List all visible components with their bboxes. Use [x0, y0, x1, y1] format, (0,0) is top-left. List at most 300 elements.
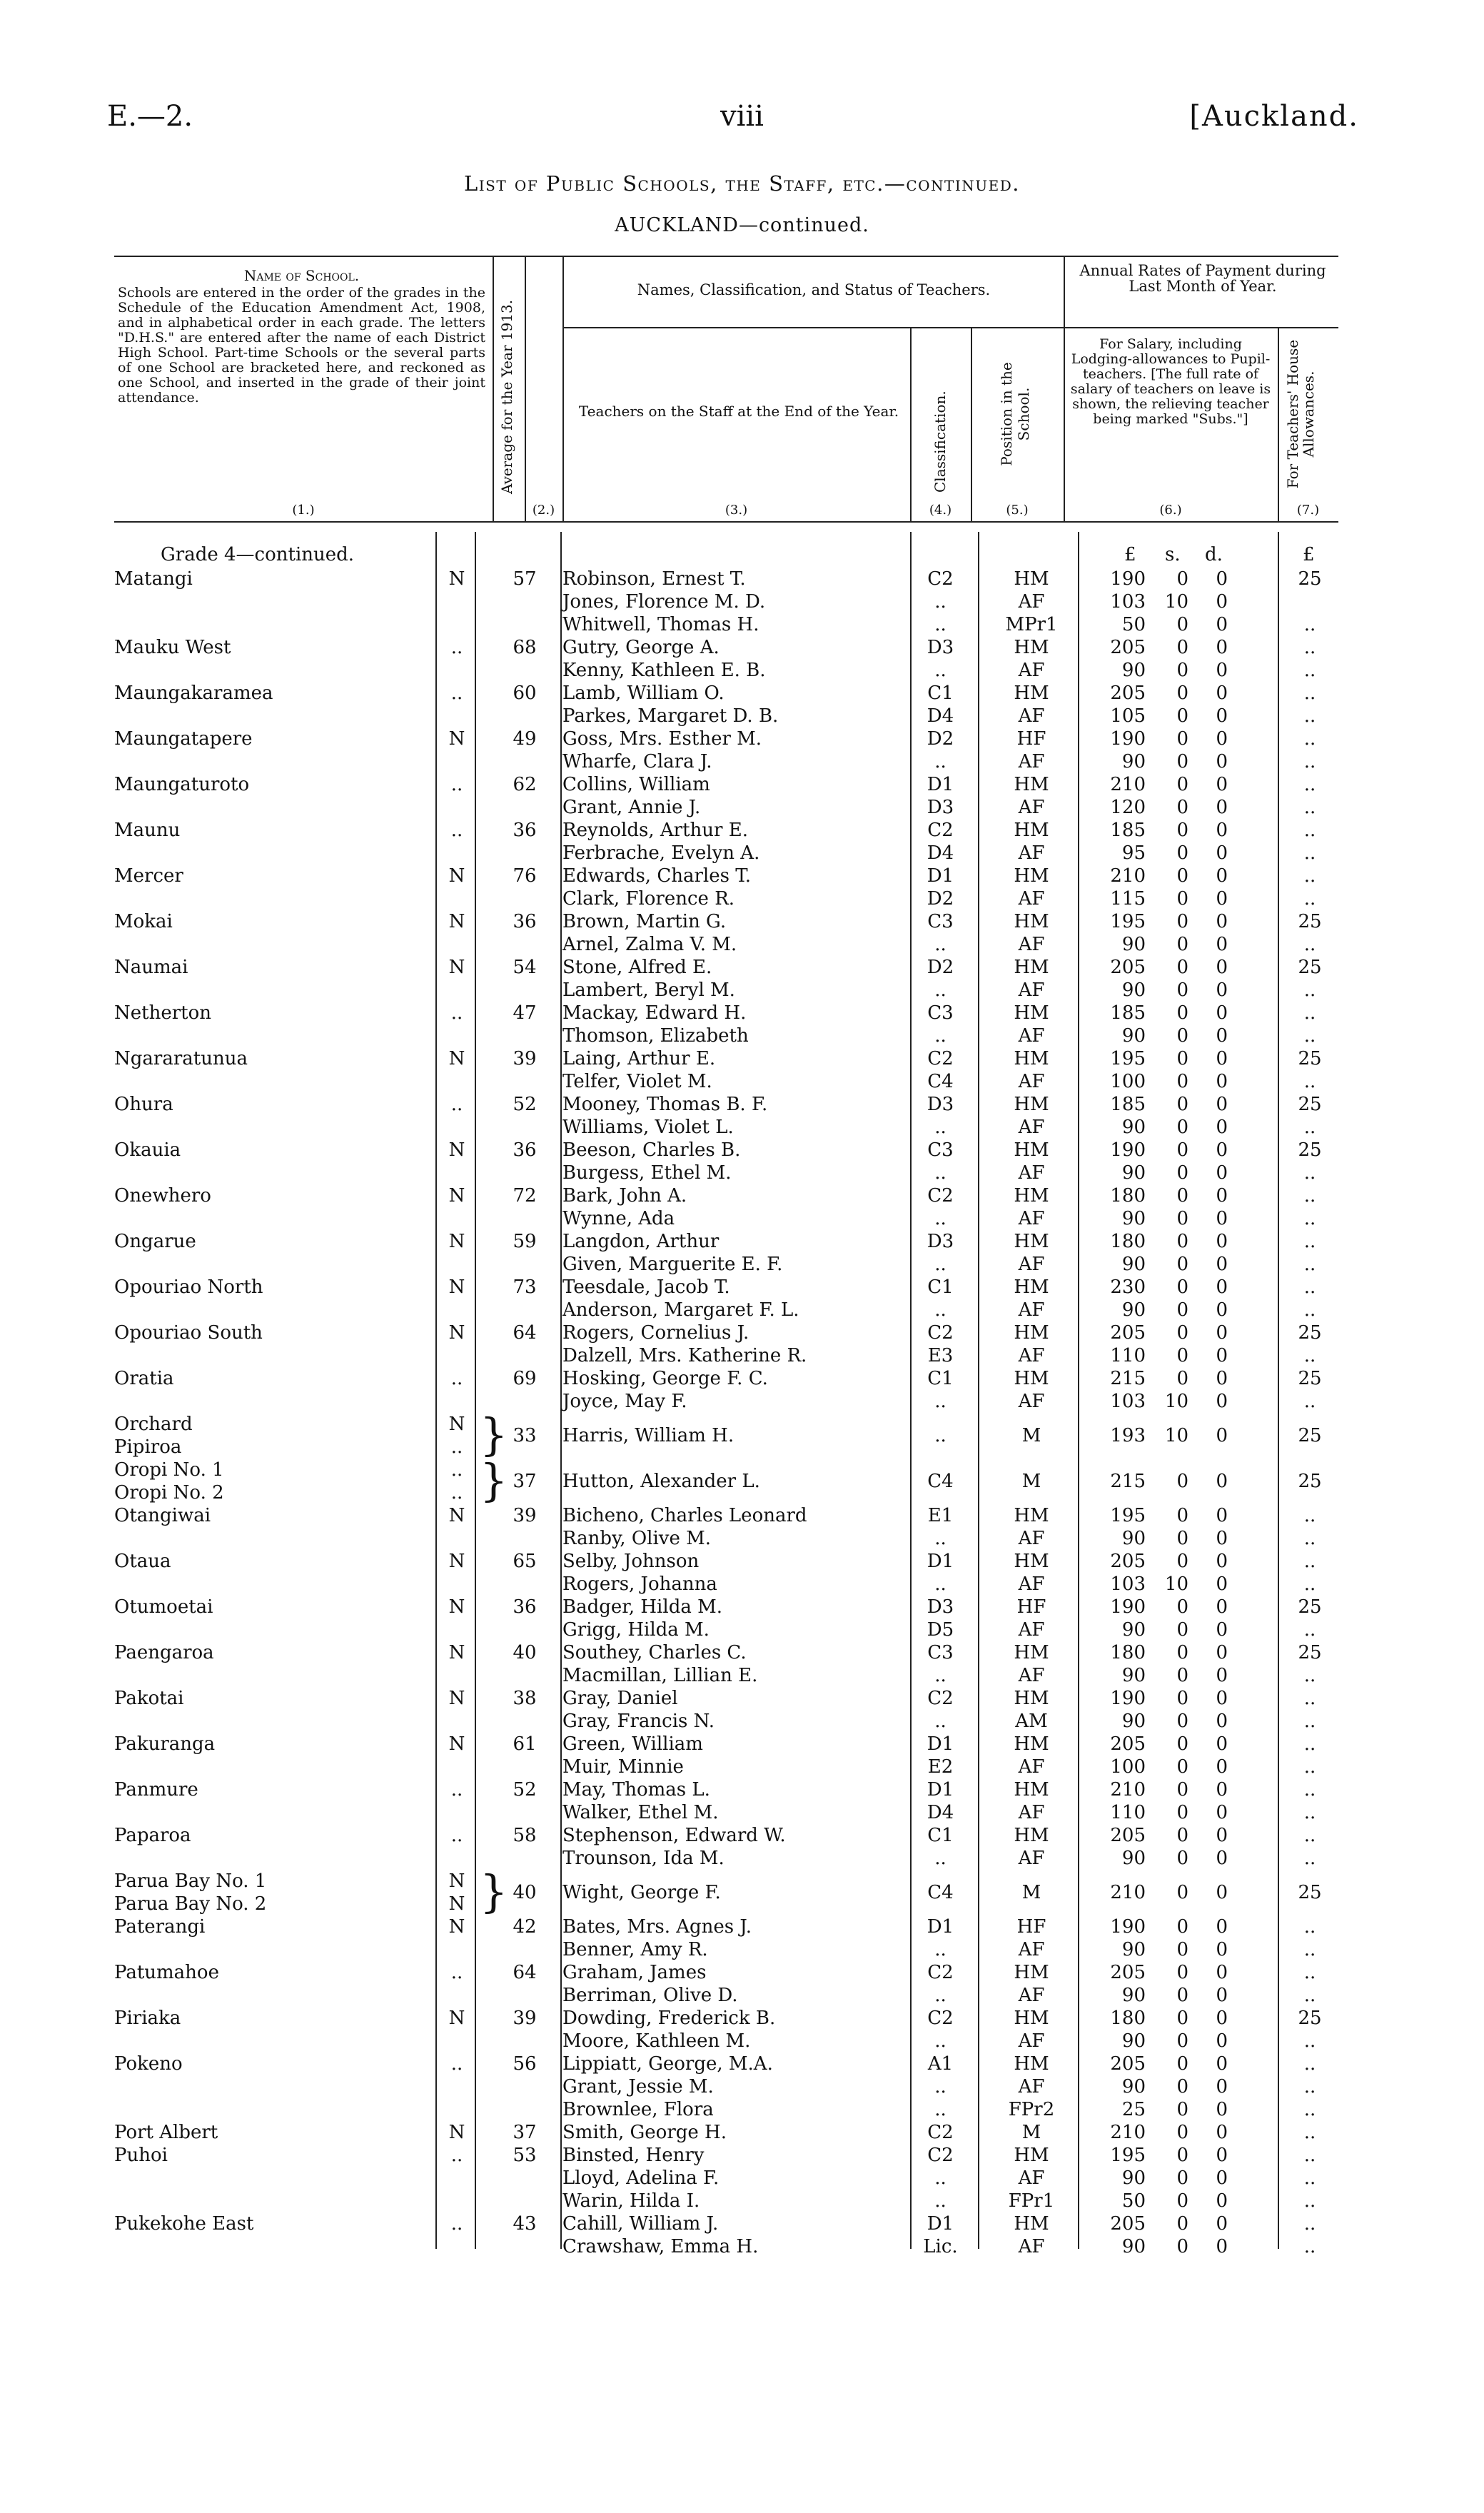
salary-pence: 0	[1216, 2008, 1228, 2029]
school-name: Panmure	[114, 1779, 198, 1801]
table-row	[0, 1915, 1484, 1938]
table-row	[0, 1527, 1484, 1550]
teacher-name: Edwards, Charles T.	[562, 865, 751, 887]
teacher-name: Cahill, William J.	[562, 2213, 719, 2235]
table-row	[0, 2167, 1484, 2190]
teacher-classification: C4	[927, 1471, 954, 1492]
table-row	[0, 1390, 1484, 1413]
teacher-classification: C2	[927, 2145, 954, 2166]
salary-pounds: 210	[1110, 1779, 1146, 1801]
salary-shillings: 0	[1176, 1048, 1188, 1069]
table-row	[0, 773, 1484, 796]
salary-pounds: 190	[1110, 568, 1146, 590]
table-row	[0, 727, 1484, 750]
teacher-classification: D3	[927, 1094, 954, 1115]
table-row	[0, 2007, 1484, 2030]
school-mark: ..	[450, 1779, 463, 1801]
school-mark: ..	[450, 1368, 463, 1389]
average-attendance: 52	[513, 1094, 537, 1115]
salary-pounds: 180	[1110, 1185, 1146, 1207]
school-mark: N	[448, 1185, 465, 1207]
teacher-name: Warin, Hilda I.	[562, 2190, 700, 2212]
salary-pounds: 205	[1110, 1551, 1146, 1572]
rates-column-heading: Annual Rates of Payment during Last Month of Year.	[1079, 262, 1326, 295]
salary-pounds: 90	[1121, 1162, 1146, 1184]
salary-pence: 0	[1216, 614, 1228, 635]
teacher-position: AF	[1018, 1025, 1045, 1047]
teacher-position: HM	[1014, 683, 1049, 704]
teacher-position: HM	[1014, 568, 1049, 590]
salary-pounds: 190	[1110, 1596, 1146, 1618]
bracketed-row	[0, 1881, 1484, 1904]
house-allowance: 25	[1298, 568, 1322, 590]
page-title: List of Public Schools, the Staff, etc.—continued.	[464, 171, 1020, 196]
salary-pounds: 190	[1110, 728, 1146, 750]
teacher-classification: C4	[927, 1071, 954, 1092]
teacher-name: Ferbrache, Evelyn A.	[562, 842, 760, 864]
classification-column-heading: Classification.	[932, 391, 949, 493]
school-mark: N	[448, 865, 465, 887]
school-mark: N	[448, 1414, 465, 1435]
salary-pounds: 193	[1110, 1425, 1146, 1446]
table-row	[0, 613, 1484, 636]
teacher-position: AF	[1018, 1802, 1045, 1823]
salary-pence: 0	[1216, 911, 1228, 932]
salary-pounds: 90	[1121, 2076, 1146, 2097]
house-allowance: ..	[1303, 1848, 1316, 1869]
teacher-position: AF	[1018, 1619, 1045, 1641]
average-attendance: 37	[513, 1471, 537, 1492]
house-allowance: ..	[1303, 1779, 1316, 1801]
bracket-brace: }	[480, 1454, 508, 1506]
teacher-position: AF	[1018, 842, 1045, 864]
house-allowance: ..	[1303, 1505, 1316, 1526]
table-row	[0, 2030, 1484, 2053]
teacher-position: HM	[1014, 1231, 1049, 1252]
salary-pence: 0	[1216, 2145, 1228, 2166]
average-attendance: 61	[513, 1733, 537, 1755]
school-mark: N	[448, 1733, 465, 1755]
table-row	[0, 1641, 1484, 1664]
salary-pence: 0	[1216, 683, 1228, 704]
teacher-position: AF	[1018, 751, 1045, 772]
teacher-name: Collins, William	[562, 774, 710, 795]
salary-pounds: 195	[1110, 2145, 1146, 2166]
teacher-position: M	[1021, 1882, 1041, 1903]
salary-shillings: 0	[1176, 979, 1188, 1001]
teacher-classification: ..	[934, 1391, 947, 1412]
teacher-classification: D1	[927, 865, 954, 887]
salary-shillings: 0	[1176, 1276, 1188, 1298]
average-attendance: 43	[513, 2213, 537, 2235]
salary-pounds: 185	[1110, 1002, 1146, 1024]
teacher-name: Given, Marguerite E. F.	[562, 1254, 783, 1275]
salary-shillings: 0	[1176, 1471, 1188, 1492]
teacher-position: HM	[1014, 1688, 1049, 1709]
salary-pounds: 105	[1110, 705, 1146, 727]
house-allowance: ..	[1303, 1825, 1316, 1846]
teacher-position: HM	[1014, 1962, 1049, 1983]
salary-pounds: 90	[1121, 1665, 1146, 1686]
salary-pence: 0	[1216, 1985, 1228, 2006]
salary-pounds: 190	[1110, 1688, 1146, 1709]
teacher-position: AF	[1018, 2076, 1045, 2097]
school-mark: N	[448, 728, 465, 750]
salary-pence: 0	[1216, 1939, 1228, 1960]
school-mark: ..	[450, 2145, 463, 2166]
salary-pence: 0	[1216, 1139, 1228, 1161]
salary-pence: 0	[1216, 1551, 1228, 1572]
salary-shillings: 0	[1176, 842, 1188, 864]
teacher-classification: C1	[927, 1276, 954, 1298]
salary-shillings: 10	[1164, 1391, 1188, 1412]
house-allowance: ..	[1303, 979, 1316, 1001]
salary-pounds: 185	[1110, 820, 1146, 841]
table-row	[0, 2235, 1484, 2258]
school-name: Mercer	[114, 865, 183, 887]
salary-pounds: 103	[1110, 1391, 1146, 1412]
salary-pounds: 230	[1110, 1276, 1146, 1298]
teacher-classification: A1	[927, 2053, 954, 2075]
teacher-name: Laing, Arthur E.	[562, 1048, 716, 1069]
table-row	[0, 2190, 1484, 2212]
teacher-position: HM	[1014, 2145, 1049, 2166]
salary-shillings: 0	[1176, 568, 1188, 590]
teacher-name: Kenny, Kathleen E. B.	[562, 660, 766, 681]
salary-shillings: 0	[1176, 1254, 1188, 1275]
salary-pence: 0	[1216, 1505, 1228, 1526]
salary-shillings: 0	[1176, 1551, 1188, 1572]
teacher-classification: ..	[934, 1573, 947, 1595]
house-allowance: ..	[1303, 2213, 1316, 2235]
table-row	[0, 865, 1484, 887]
house-allowance: ..	[1303, 1231, 1316, 1252]
average-attendance: 40	[513, 1642, 537, 1663]
teacher-name: Thomson, Elizabeth	[562, 1025, 749, 1047]
average-attendance: 39	[513, 1505, 537, 1526]
teacher-name: Southey, Charles C.	[562, 1642, 747, 1663]
teacher-classification: D3	[927, 1231, 954, 1252]
salary-pounds: 205	[1110, 1733, 1146, 1755]
house-allowance: ..	[1303, 1916, 1316, 1938]
teacher-name: Harris, William H.	[562, 1425, 735, 1446]
average-attendance: 36	[513, 1139, 537, 1161]
school-name: Maungatapere	[114, 728, 253, 750]
teacher-position: AF	[1018, 1573, 1045, 1595]
salary-pence: 0	[1216, 2167, 1228, 2189]
house-allowance: 25	[1298, 911, 1322, 932]
average-attendance: 42	[513, 1916, 537, 1938]
teacher-position: AF	[1018, 1939, 1045, 1960]
teacher-classification: D1	[927, 1779, 954, 1801]
unit-allowance-pounds: £	[1303, 544, 1315, 565]
school-name: Oropi No. 2	[114, 1482, 224, 1504]
table-row	[0, 1618, 1484, 1641]
teacher-position: AF	[1018, 1345, 1045, 1366]
average-attendance: 68	[513, 637, 537, 658]
column-number: (5.)	[1006, 503, 1029, 518]
average-attendance: 58	[513, 1825, 537, 1846]
school-name: Otangiwai	[114, 1505, 211, 1526]
salary-pence: 0	[1216, 1962, 1228, 1983]
salary-pounds: 205	[1110, 1825, 1146, 1846]
teacher-position: AF	[1018, 1985, 1045, 2006]
teacher-position: HM	[1014, 1276, 1049, 1298]
teacher-classification: ..	[934, 1299, 947, 1321]
teacher-name: Grant, Jessie M.	[562, 2076, 714, 2097]
house-allowance: ..	[1303, 774, 1316, 795]
teacher-name: Mackay, Edward H.	[562, 1002, 747, 1024]
table-row	[0, 933, 1484, 956]
average-attendance: 54	[513, 957, 537, 978]
salary-pence: 0	[1216, 728, 1228, 750]
salary-shillings: 0	[1176, 2030, 1188, 2052]
teacher-position: AF	[1018, 1391, 1045, 1412]
teacher-position: HM	[1014, 1825, 1049, 1846]
school-mark: ..	[450, 2213, 463, 2235]
school-mark: N	[448, 2008, 465, 2029]
house-allowance: 25	[1298, 1882, 1322, 1903]
teacher-position: AF	[1018, 2030, 1045, 2052]
average-attendance: 39	[513, 1048, 537, 1069]
salary-pence: 0	[1216, 1391, 1228, 1412]
salary-shillings: 0	[1176, 1665, 1188, 1686]
salary-pence: 0	[1216, 865, 1228, 887]
table-row	[0, 979, 1484, 1002]
average-attendance: 38	[513, 1688, 537, 1709]
teacher-name: Williams, Violet L.	[562, 1117, 734, 1138]
salary-pence: 0	[1216, 637, 1228, 658]
table-row	[0, 1847, 1484, 1870]
salary-pence: 0	[1216, 1688, 1228, 1709]
salary-shillings: 0	[1176, 1208, 1188, 1229]
average-attendance: 53	[513, 2145, 537, 2166]
teacher-classification: C4	[927, 1882, 954, 1903]
table-row	[0, 1024, 1484, 1047]
salary-pence: 0	[1216, 1596, 1228, 1618]
teacher-classification: ..	[934, 1848, 947, 1869]
teacher-name: Lippiatt, George, M.A.	[562, 2053, 773, 2075]
school-name: Maungakaramea	[114, 683, 273, 704]
salary-shillings: 0	[1176, 1882, 1188, 1903]
teacher-name: Hutton, Alexander L.	[562, 1471, 760, 1492]
average-attendance: 73	[513, 1276, 537, 1298]
teacher-classification: C2	[927, 568, 954, 590]
grade-label: Grade 4—continued.	[161, 544, 355, 565]
salary-pence: 0	[1216, 1322, 1228, 1344]
teacher-classification: ..	[934, 1985, 947, 2006]
teacher-name: Brownlee, Flora	[562, 2099, 714, 2120]
teacher-classification: C1	[927, 683, 954, 704]
teacher-position: HM	[1014, 1368, 1049, 1389]
salary-pounds: 205	[1110, 1962, 1146, 1983]
teacher-position: HM	[1014, 1505, 1049, 1526]
salary-shillings: 0	[1176, 705, 1188, 727]
salary-pounds: 190	[1110, 1916, 1146, 1938]
page-number: viii	[720, 100, 764, 133]
house-allowance: ..	[1303, 1185, 1316, 1207]
salary-shillings: 0	[1176, 1642, 1188, 1663]
table-row	[0, 1207, 1484, 1230]
unit-pounds: £	[1124, 544, 1136, 565]
teacher-position: HM	[1014, 2053, 1049, 2075]
table-row	[0, 1824, 1484, 1847]
school-name: Mokai	[114, 911, 173, 932]
house-allowance: ..	[1303, 1208, 1316, 1229]
salary-pence: 0	[1216, 774, 1228, 795]
salary-shillings: 0	[1176, 1345, 1188, 1366]
house-allowance: ..	[1303, 1733, 1316, 1755]
salary-pence: 0	[1216, 1916, 1228, 1938]
teacher-position: AF	[1018, 591, 1045, 613]
table-row	[0, 842, 1484, 865]
salary-shillings: 10	[1164, 1573, 1188, 1595]
salary-pence: 0	[1216, 2213, 1228, 2235]
house-allowance: 25	[1298, 2008, 1322, 2029]
teacher-position: AF	[1018, 1528, 1045, 1549]
teacher-name: Clark, Florence R.	[562, 888, 735, 910]
salary-shillings: 0	[1176, 2053, 1188, 2075]
salary-shillings: 0	[1176, 1733, 1188, 1755]
house-allowance: ..	[1303, 1117, 1316, 1138]
teacher-name: Burgess, Ethel M.	[562, 1162, 732, 1184]
school-mark: ..	[450, 1482, 463, 1504]
salary-shillings: 0	[1176, 660, 1188, 681]
table-row	[0, 1504, 1484, 1527]
salary-pounds: 215	[1110, 1368, 1146, 1389]
house-allowance: ..	[1303, 842, 1316, 864]
salary-shillings: 0	[1176, 2076, 1188, 2097]
teacher-name: Jones, Florence M. D.	[562, 591, 766, 613]
salary-pence: 0	[1216, 1208, 1228, 1229]
house-allowance: 25	[1298, 1139, 1322, 1161]
table-row	[0, 1184, 1484, 1207]
teacher-classification: ..	[934, 614, 947, 635]
salary-shillings: 0	[1176, 1094, 1188, 1115]
house-allowance: ..	[1303, 1756, 1316, 1778]
school-name: Patumahoe	[114, 1962, 219, 1983]
teacher-position: AF	[1018, 1848, 1045, 1869]
teacher-classification: Lic.	[923, 2236, 958, 2257]
salary-pence: 0	[1216, 1345, 1228, 1366]
house-allowance: ..	[1303, 1551, 1316, 1572]
table-row	[0, 2212, 1484, 2235]
table-row	[0, 1801, 1484, 1824]
salary-shillings: 0	[1176, 820, 1188, 841]
teacher-position: HM	[1014, 1139, 1049, 1161]
teacher-classification: C3	[927, 1139, 954, 1161]
salary-pounds: 205	[1110, 957, 1146, 978]
salary-pence: 0	[1216, 1094, 1228, 1115]
salary-pounds: 205	[1110, 637, 1146, 658]
teacher-name: Lamb, William O.	[562, 683, 725, 704]
house-allowance: ..	[1303, 614, 1316, 635]
salary-pence: 0	[1216, 1276, 1228, 1298]
teacher-name: Anderson, Margaret F. L.	[562, 1299, 799, 1321]
salary-pence: 0	[1216, 957, 1228, 978]
teacher-position: AF	[1018, 2236, 1045, 2257]
teachers-column-heading: Teachers on the Staff at the End of the Year.	[578, 403, 899, 420]
salary-pence: 0	[1216, 797, 1228, 818]
school-mark: ..	[450, 2053, 463, 2075]
salary-pence: 0	[1216, 888, 1228, 910]
salary-column-heading: For Salary, including Lodging-allowances to Pupil-teachers. [The full rate of salary of teachers on leave is shown, the relieving teacher being marked "Subs."]	[1070, 336, 1271, 427]
average-attendance: 39	[513, 2008, 537, 2029]
house-allowance: ..	[1303, 1962, 1316, 1983]
teacher-position: HM	[1014, 1779, 1049, 1801]
school-name: Paparoa	[114, 1825, 191, 1846]
salary-pence: 0	[1216, 1825, 1228, 1846]
teacher-classification: C3	[927, 911, 954, 932]
column-number: (7.)	[1296, 503, 1320, 518]
average-attendance: 37	[513, 2122, 537, 2143]
school-mark: N	[448, 957, 465, 978]
table-row	[0, 2098, 1484, 2121]
salary-pounds: 90	[1121, 1299, 1146, 1321]
house-allowance: ..	[1303, 683, 1316, 704]
salary-shillings: 0	[1176, 2167, 1188, 2189]
table-row	[0, 1299, 1484, 1321]
salary-pence: 0	[1216, 1665, 1228, 1686]
salary-pounds: 90	[1121, 1939, 1146, 1960]
teacher-position: HM	[1014, 1002, 1049, 1024]
school-name: Pukekohe East	[114, 2213, 254, 2235]
salary-pounds: 110	[1110, 1802, 1146, 1823]
teacher-name: Bark, John A.	[562, 1185, 687, 1207]
average-attendance: 52	[513, 1779, 537, 1801]
teacher-name: Lloyd, Adelina F.	[562, 2167, 720, 2189]
salary-shillings: 0	[1176, 1505, 1188, 1526]
house-allowance: ..	[1303, 2030, 1316, 2052]
house-allowance: ..	[1303, 660, 1316, 681]
salary-pence: 0	[1216, 660, 1228, 681]
teacher-classification: D1	[927, 2213, 954, 2235]
salary-pounds: 90	[1121, 2236, 1146, 2257]
salary-pounds: 215	[1110, 1471, 1146, 1492]
house-allowance: ..	[1303, 888, 1316, 910]
table-row	[0, 819, 1484, 842]
table-row	[0, 1230, 1484, 1253]
teacher-name: Wynne, Ada	[562, 1208, 675, 1229]
teacher-name: Gray, Francis N.	[562, 1711, 715, 1732]
teacher-name: Bicheno, Charles Leonard	[562, 1505, 807, 1526]
school-mark: N	[448, 1916, 465, 1938]
teacher-classification: ..	[934, 1117, 947, 1138]
table-row	[0, 796, 1484, 819]
column-number: (2.)	[532, 503, 555, 518]
bracket-brace: }	[480, 1865, 508, 1918]
table-row	[0, 682, 1484, 705]
salary-pounds: 210	[1110, 2122, 1146, 2143]
salary-pence: 0	[1216, 1619, 1228, 1641]
school-name: Parua Bay No. 2	[114, 1893, 267, 1915]
teacher-position: HF	[1016, 728, 1046, 750]
salary-shillings: 0	[1176, 1825, 1188, 1846]
teacher-name: Gray, Daniel	[562, 1688, 678, 1709]
house-allowance: 25	[1298, 1094, 1322, 1115]
school-column-heading: Name of School.	[243, 267, 360, 284]
house-allowance: ..	[1303, 1665, 1316, 1686]
salary-pounds: 180	[1110, 1231, 1146, 1252]
salary-shillings: 10	[1164, 591, 1188, 613]
teacher-position: AF	[1018, 1756, 1045, 1778]
teacher-position: AF	[1018, 1299, 1045, 1321]
teacher-name: Grant, Annie J.	[562, 797, 701, 818]
salary-pounds: 90	[1121, 979, 1146, 1001]
average-attendance: 59	[513, 1231, 537, 1252]
teacher-name: Joyce, May F.	[562, 1391, 687, 1412]
school-name: Maungaturoto	[114, 774, 250, 795]
